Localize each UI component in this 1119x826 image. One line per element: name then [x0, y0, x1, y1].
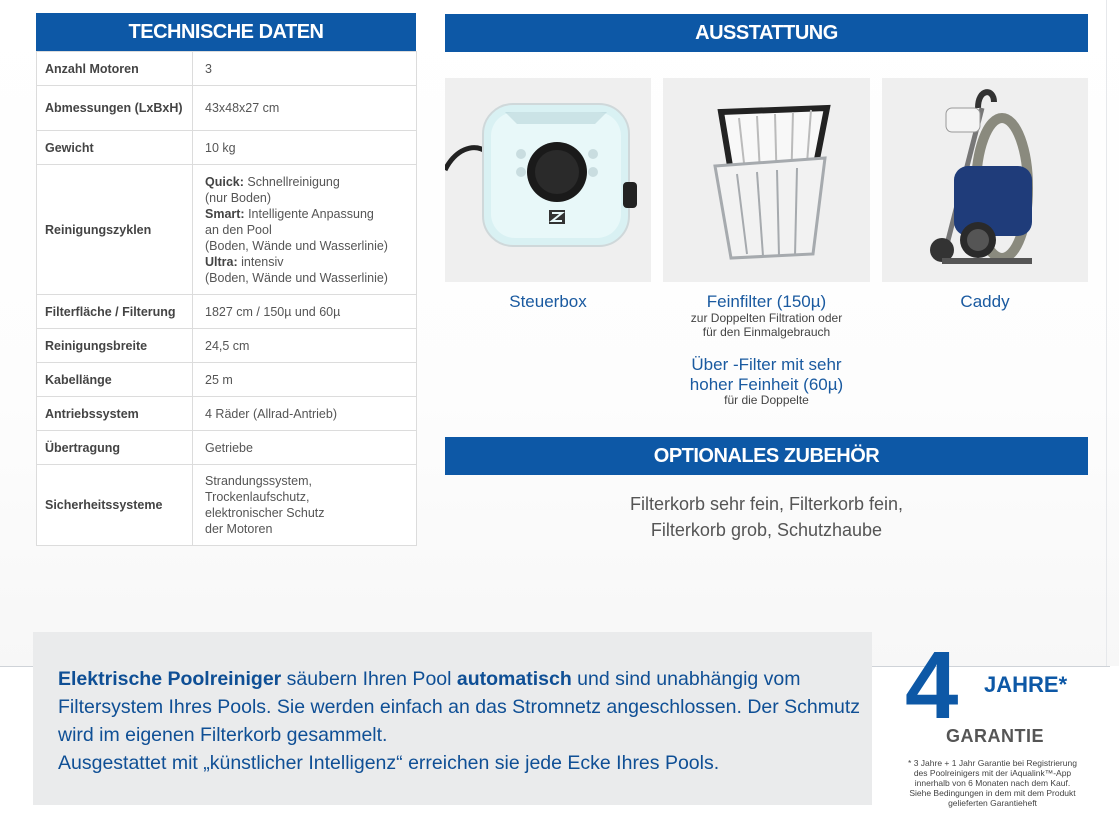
spec-label: Kabellänge — [37, 363, 193, 397]
warranty-note — [890, 758, 1095, 808]
spec-row — [37, 465, 417, 546]
promo-fragment: säubern Ihren Pool — [281, 668, 457, 690]
promo-highlight: automatisch — [456, 668, 572, 690]
spec-row — [37, 52, 417, 86]
warranty-note-line: * 3 Jahre + 1 Jahr Garantie bei Registrierung — [908, 758, 1077, 768]
accessories-line: Filterkorb grob, Schutzhaube — [650, 520, 883, 540]
spec-value: 43x48x27 cm — [193, 86, 417, 131]
spec-label: Antriebssystem — [37, 397, 193, 431]
feinfilter-sub-2: für den Einmalgebrauch — [702, 325, 831, 339]
accessories-header: OPTIONALES ZUBEHÖR — [445, 437, 1088, 475]
ueberfilter-caption-1: Über -Filter mit sehr — [691, 355, 842, 374]
promo-highlight: Elektrische Poolreiniger — [58, 668, 282, 690]
caddy-caption: Caddy — [960, 292, 1010, 311]
spec-label: Übertragung — [37, 431, 193, 465]
warranty-note-line: innerhalb von 6 Monaten nach dem Kauf. — [914, 778, 1071, 788]
spec-value: 24,5 cm — [193, 329, 417, 363]
feinfilter-sub-1: zur Doppelten Filtration oder — [690, 311, 843, 325]
spec-value: 3 — [193, 52, 417, 86]
warranty-note-line: Siehe Bedingungen in dem mit dem Produkt — [909, 788, 1076, 798]
tech-data-header: TECHNISCHE DATEN — [36, 13, 416, 51]
spec-value: 1827 cm / 150µ und 60µ — [193, 295, 417, 329]
spec-row — [37, 431, 417, 465]
warranty-note-line: gelieferten Garantieheft — [948, 798, 1037, 808]
promo-text — [58, 665, 868, 777]
feinfilter-image — [663, 78, 870, 282]
promo-box — [33, 632, 872, 805]
spec-label: Filterfläche / Filterung — [37, 295, 193, 329]
spec-value: Strandungssystem, Trockenlaufschutz, elektronischer Schutz der Motoren — [193, 465, 417, 546]
spec-label: Reinigungszyklen — [37, 165, 193, 295]
spec-value: 4 Räder (Allrad-Antrieb) — [193, 397, 417, 431]
divider-line-vertical — [1106, 0, 1107, 666]
ueberfilter-caption-2: hoher Feinheit (60µ) — [689, 375, 844, 394]
feinfilter-caption: Feinfilter (150µ) — [706, 292, 827, 311]
spec-value: 10 kg — [193, 131, 417, 165]
spec-label: Abmessungen (LxBxH) — [37, 86, 193, 131]
steuerbox-image — [445, 78, 651, 282]
spec-value: Quick: Schnellreinigung (nur Boden) Smart: Intelligente Anpassung an den Pool (Boden, Wände und Wasserlinie) Ultra: intensiv (Boden, Wände und Wasserlinie) — [193, 165, 417, 295]
spec-label: Sicherheitssysteme — [37, 465, 193, 546]
spec-row — [37, 131, 417, 165]
warranty-number: 4 — [905, 632, 959, 739]
spec-label: Gewicht — [37, 131, 193, 165]
spec-row — [37, 165, 417, 295]
steuerbox-caption: Steuerbox — [509, 292, 587, 311]
spec-row — [37, 397, 417, 431]
promo-last-line: Ausgestattet mit „künstlicher Intelligenz“ erreichen sie jede Ecke Ihres Pools. — [58, 752, 720, 774]
warranty-unit: JAHRE* — [984, 672, 1068, 697]
accessories-line: Filterkorb sehr fein, Filterkorb fein, — [629, 494, 904, 514]
spec-row — [37, 363, 417, 397]
spec-row — [37, 295, 417, 329]
spec-row — [37, 329, 417, 363]
tech-data-table — [36, 51, 417, 546]
caddy-image — [882, 78, 1088, 282]
equipment-header: AUSSTATTUNG — [445, 14, 1088, 52]
spec-row — [37, 86, 417, 131]
ueberfilter-sub: für die Doppelte — [724, 393, 809, 407]
promo-fragment: und sind unabhängig vom Filtersystem Ihres Pools. Sie werden einfach an das Stromnetz angeschlossen. Der Schmutz wird im eigenen Filterkorb gesammelt. — [58, 668, 861, 746]
spec-value: Getriebe — [193, 431, 417, 465]
warranty-note-line: des Poolreinigers mit der iAqualink™-App — [913, 768, 1072, 778]
spec-label: Anzahl Motoren — [37, 52, 193, 86]
spec-value: 25 m — [193, 363, 417, 397]
warranty-label: GARANTIE — [946, 726, 1044, 746]
spec-label: Reinigungsbreite — [37, 329, 193, 363]
accessories-list — [445, 491, 1088, 543]
